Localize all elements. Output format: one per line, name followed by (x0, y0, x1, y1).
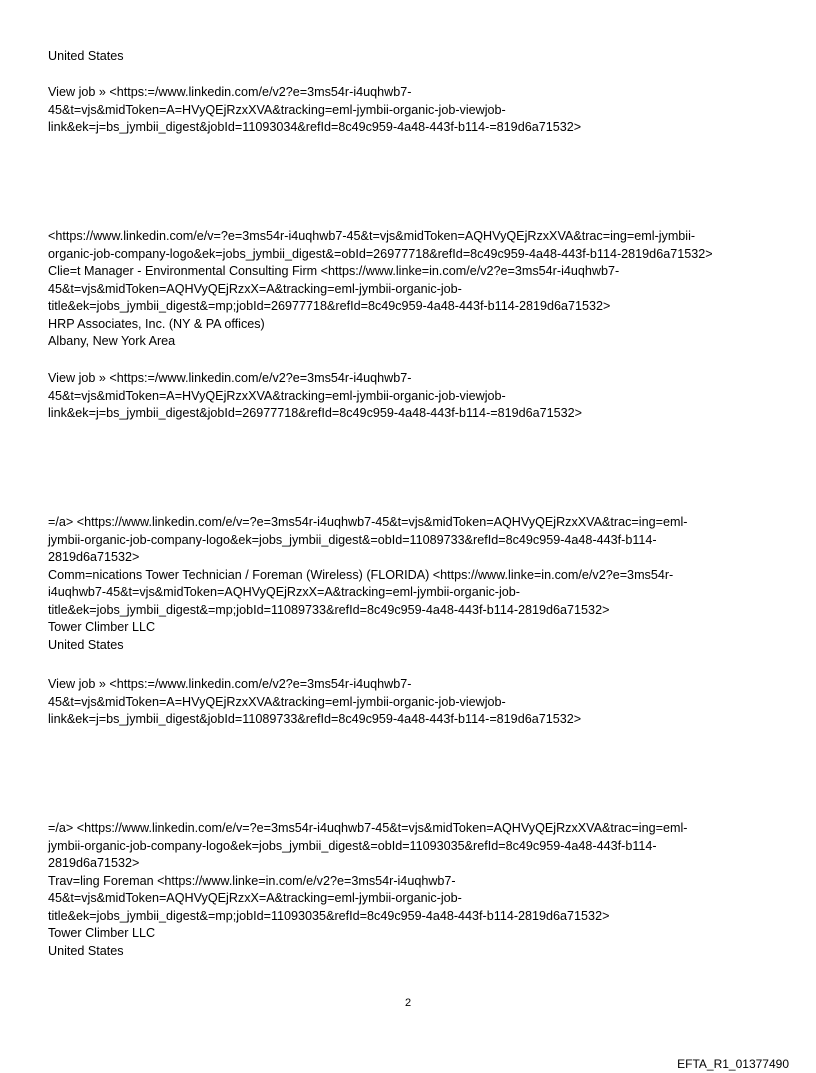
job-title-link[interactable]: i4uqhwb7-45&t=vjs&midToken=AQHVyQEjRzxX=A&tracking=eml-jymbii-organic-job- (48, 585, 520, 599)
company-logo-link[interactable]: 2819d6a71532> (48, 550, 140, 564)
view-job-link[interactable]: View job » <https:=/www.linkedin.com/e/v2?e=3ms54r-i4uqhwb7- (48, 371, 412, 385)
company-name: HRP Associates, Inc. (NY & PA offices) (48, 316, 265, 331)
company-logo-link[interactable]: =/a> <https://www.linkedin.com/e/v=?e=3ms54r-i4uqhwb7-45&t=vjs&midToken=AQHVyQEjRzxXVA&trac=ing=eml- (48, 821, 688, 835)
job-title-link[interactable]: 45&t=vjs&midToken=AQHVyQEjRzxX=A&tracking=eml-jymbii-organic-job- (48, 891, 462, 905)
company-logo-link[interactable]: jymbii-organic-job-company-logo&ek=jobs_jymbii_digest&=obId=11093035&refId=8c49c959-4a48-443f-b114- (48, 838, 657, 853)
page-number: 2 (404, 997, 412, 1009)
view-job-link[interactable]: link&ek=j=bs_jymbii_digest&jobId=11093034&refId=8c49c959-4a48-443f-b114-=819d6a71532> (48, 120, 582, 134)
view-job-link[interactable]: 45&t=vjs&midToken=A=HVyQEjRzxXVA&tracking=eml-jymbii-organic-job-viewjob- (48, 102, 506, 117)
company-logo-link[interactable]: 2819d6a71532> (48, 856, 140, 870)
view-job-link[interactable]: 45&t=vjs&midToken=A=HVyQEjRzxXVA&tracking=eml-jymbii-organic-job-viewjob- (48, 388, 506, 403)
location-text: United States (48, 943, 124, 958)
job-title-link[interactable]: title&ek=jobs_jymbii_digest&=mp;jobId=26977718&refId=8c49c959-4a48-443f-b114-2819d6a71532> (48, 299, 611, 313)
company-logo-link[interactable]: =/a> <https://www.linkedin.com/e/v=?e=3ms54r-i4uqhwb7-45&t=vjs&midToken=AQHVyQEjRzxXVA&trac=ing=eml- (48, 515, 688, 529)
view-job-link[interactable]: View job » <https:=/www.linkedin.com/e/v2?e=3ms54r-i4uqhwb7- (48, 85, 412, 99)
company-name: Tower Climber LLC (48, 620, 156, 634)
company-logo-link[interactable]: organic-job-company-logo&ek=jobs_jymbii_digest&=obId=26977718&refId=8c49c959-4a48-443f-b114-2819d6a71532> (48, 246, 713, 261)
job-title-link[interactable]: Clie=t Manager - Environmental Consulting Firm <https://www.linke=in.com/e/v2?e=3ms54r-i4uqhwb7- (48, 264, 620, 278)
location-text: Albany, New York Area (48, 334, 176, 348)
location-text: United States (48, 49, 124, 63)
job-title-link[interactable]: title&ek=jobs_jymbii_digest&=mp;jobId=11093035&refId=8c49c959-4a48-443f-b114-2819d6a71532> (48, 908, 610, 923)
company-logo-link[interactable]: <https://www.linkedin.com/e/v=?e=3ms54r-i4uqhwb7-45&t=vjs&midToken=AQHVyQEjRzxXVA&trac=ing=eml-jymbii- (48, 229, 696, 243)
job-title-link[interactable]: Comm=nications Tower Technician / Foreman (Wireless) (FLORIDA) <https://www.linke=in.com/e/v2?e=3ms54r- (48, 567, 674, 582)
document-id: EFTA_R1_01377490 (677, 1057, 789, 1071)
view-job-link[interactable]: link&ek=j=bs_jymbii_digest&jobId=11089733&refId=8c49c959-4a48-443f-b114-=819d6a71532> (48, 712, 582, 726)
company-name: Tower Climber LLC (48, 926, 156, 940)
job-title-link[interactable]: Trav=ling Foreman <https://www.linke=in.com/e/v2?e=3ms54r-i4uqhwb7- (48, 873, 456, 888)
view-job-link[interactable]: link&ek=j=bs_jymbii_digest&jobId=26977718&refId=8c49c959-4a48-443f-b114-=819d6a71532> (48, 406, 583, 420)
job-title-link[interactable]: title&ek=jobs_jymbii_digest&=mp;jobId=11089733&refId=8c49c959-4a48-443f-b114-2819d6a71532> (48, 602, 610, 617)
job-title-link[interactable]: 45&t=vjs&midToken=AQHVyQEjRzxX=A&tracking=eml-jymbii-organic-job- (48, 281, 462, 296)
view-job-link[interactable]: 45&t=vjs&midToken=A=HVyQEjRzxXVA&tracking=eml-jymbii-organic-job-viewjob- (48, 694, 506, 709)
company-logo-link[interactable]: jymbii-organic-job-company-logo&ek=jobs_jymbii_digest&=obId=11089733&refId=8c49c959-4a48-443f-b114- (48, 532, 657, 547)
location-text: United States (48, 637, 124, 652)
view-job-link[interactable]: View job » <https:=/www.linkedin.com/e/v2?e=3ms54r-i4uqhwb7- (48, 677, 412, 691)
